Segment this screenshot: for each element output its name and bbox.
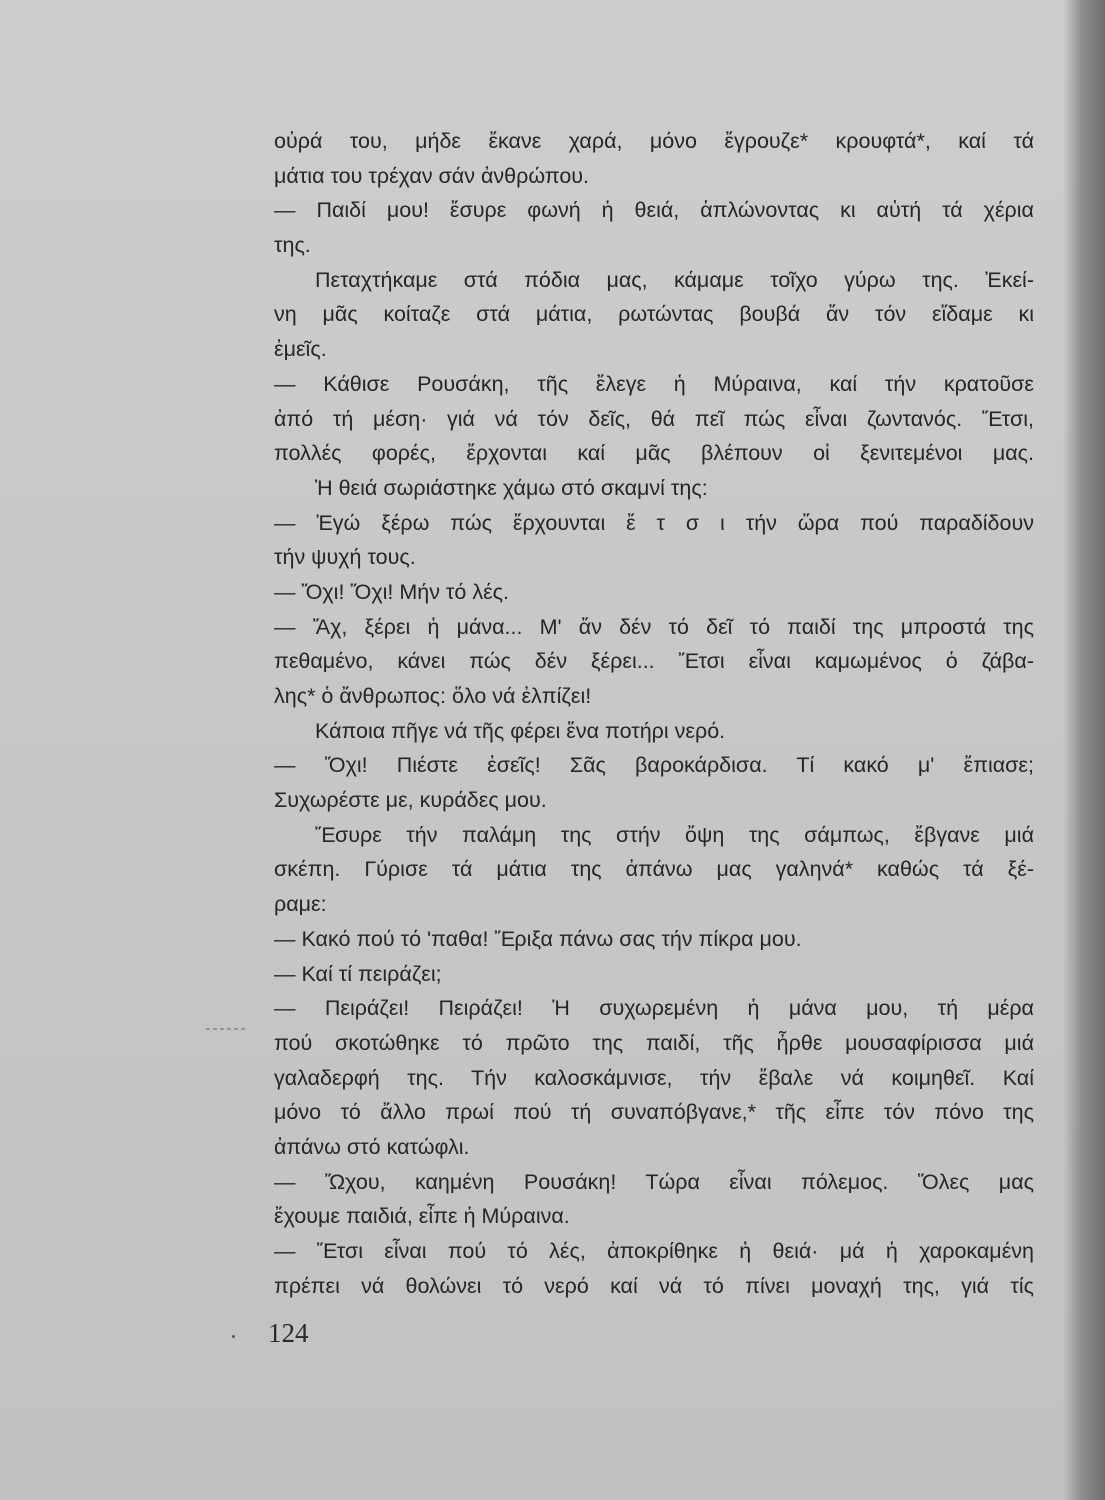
text-line: — Κάθισε Ρουσάκη, τῆς ἔλεγε ἡ Μύραινα, καί τήν κρατοῦσε: [274, 371, 1034, 396]
text-line: πεθαμένο, κάνει πώς δέν ξέρει... Ἔτσι εἶναι καμωμένος ὁ ζάβα-: [274, 649, 1034, 674]
text-line: — Πειράζει! Πειράζει! Ἡ συχωρεμένη ἡ μάνα μου, τή μέρα: [274, 996, 1034, 1021]
margin-dot: [232, 1335, 235, 1338]
body-text: [274, 124, 1034, 1303]
text-line: — Κακό πού τό 'παθα! Ἔριξα πάνω σας τήν πίκρα μου.: [274, 926, 802, 951]
text-line: — Ὤχου, καημένη Ρουσάκη! Τώρα εἶναι πόλεμος. Ὅλες μας: [274, 1169, 1034, 1194]
text-line: σκέπη. Γύρισε τά μάτια της ἀπάνω μας γαληνά* καθώς τά ξέ-: [274, 857, 1034, 882]
text-line: Πεταχτήκαμε στά πόδια μας, κάμαμε τοῖχο γύρω της. Ἐκεί-: [315, 267, 1034, 292]
text-line: ἀπό τή μέση· γιά νά τόν δεῖς, θά πεῖ πώς εἶναι ζωντανός. Ἔτσι,: [274, 406, 1034, 431]
text-line: — Ἄχ, ξέρει ἡ μάνα... Μ' ἄν δέν τό δεῖ τό παιδί της μπροστά της: [274, 614, 1034, 639]
page-number: 124: [268, 1318, 309, 1348]
text-line: — Παιδί μου! ἔσυρε φωνή ἡ θειά, ἁπλώνοντας κι αὐτή τά χέρια: [274, 198, 1034, 223]
text-line: μάτια του τρέχαν σάν ἀνθρώπου.: [274, 163, 590, 188]
text-line: τήν ψυχή τους.: [274, 545, 416, 570]
text-line: Συχωρέστε με, κυράδες μου.: [274, 788, 547, 813]
text-line: πρέπει νά θολώνει τό νερό καί νά τό πίνει μοναχή της, γιά τίς: [274, 1273, 1034, 1298]
text-line: ἐμεῖς.: [274, 337, 327, 362]
text-line: οὐρά του, μήδε ἔκανε χαρά, μόνο ἔγρουζε* κρουφτά*, καί τά: [274, 129, 1034, 153]
text-line: — Καί τί πειράζει;: [274, 961, 442, 986]
text-line: ἔχουμε παιδιά, εἶπε ἡ Μύραινα.: [274, 1204, 570, 1229]
page-gutter-shadow: [1063, 0, 1105, 1500]
text-line: νη μᾶς κοίταζε στά μάτια, ρωτώντας βουβά ἄν τόν εἴδαμε κι: [274, 302, 1034, 327]
text-line: πού σκοτώθηκε τό πρῶτο της παιδί, τῆς ἦρθε μουσαφίρισσα μιά: [274, 1030, 1034, 1055]
text-line: Ἡ θειά σωριάστηκε χάμω στό σκαμνί της:: [315, 475, 708, 500]
text-line: — Ἔτσι εἶναι πού τό λές, ἀποκρίθηκε ἡ θειά· μά ἡ χαροκαμένη: [274, 1239, 1034, 1263]
text-line: πολλές φορές, ἔρχονται καί μᾶς βλέπουν οἱ ξενιτεμένοι μας.: [274, 441, 1034, 466]
text-line: — Ὄχι! Πιέστε ἐσεῖς! Σᾶς βαροκάρδισα. Τί κακό μ' ἔπιασε;: [274, 753, 1034, 778]
text-line: γαλαδερφή της. Τήν καλοσκάμνισε, τήν ἔβαλε νά κοιμηθεῖ. Καί: [274, 1065, 1034, 1090]
text-line: ἀπάνω στό κατώφλι.: [274, 1134, 470, 1159]
text-line: — Ἐγώ ξέρω πώς ἔρχουνται ἔ τ σ ι τήν ὥρα πού παραδίδουν: [274, 510, 1034, 535]
margin-mark: [206, 1028, 246, 1030]
text-line: Ἔσυρε τήν παλάμη της στήν ὄψη της σάμπως, ἔβγανε μιά: [315, 822, 1034, 847]
text-line: — Ὄχι! Ὄχι! Μήν τό λές.: [274, 579, 510, 604]
text-line: Κάποια πῆγε νά τῆς φέρει ἕνα ποτήρι νερό.: [315, 718, 726, 743]
text-line: λης* ὁ ἄνθρωπος: ὅλο νά ἐλπίζει!: [274, 684, 592, 708]
text-line: ραμε:: [274, 892, 327, 917]
text-line: της.: [274, 233, 311, 258]
text-line: μόνο τό ἄλλο πρωί πού τή συναπόβγανε,* τῆς εἶπε τόν πόνο της: [274, 1100, 1034, 1125]
